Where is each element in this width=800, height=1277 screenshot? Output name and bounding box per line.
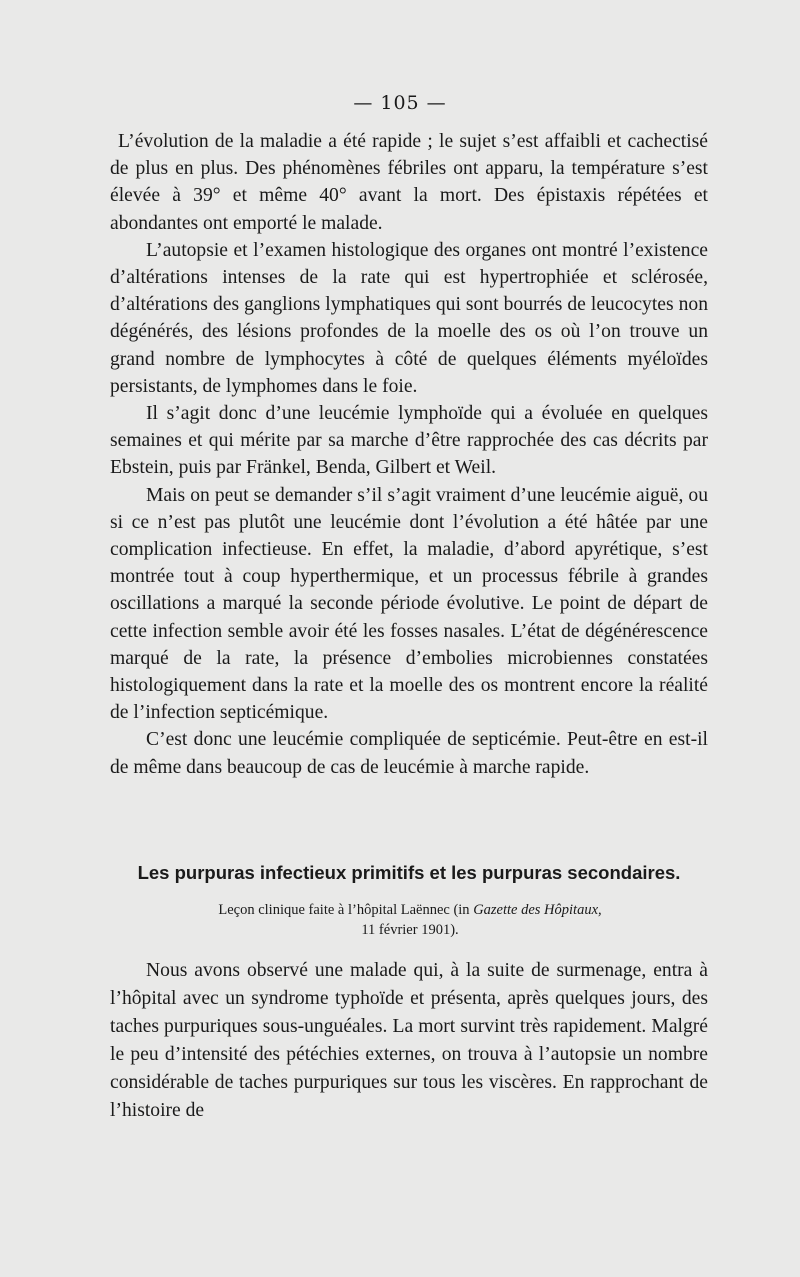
section-subtitle — [140, 900, 680, 940]
section-title: Les purpuras infectieux primitifs et les purpuras secondaires. — [137, 862, 681, 883]
paragraph: L’autopsie et l’examen histologique des organes ont montré l’existence d’altérations intenses de la rate qui est hypertrophiée et sclérosée, d’altérations des ganglions lymphatiques qui sont bourrés de leucocytes non dégénérés, des lésions profondes de la moelle des os où l’on trouve un grand nombre de lymphocytes à côté de quelques éléments myéloïdes persistants, de lymphomes dans le foie. — [110, 239, 708, 397]
paragraph: Il s’agit donc d’une leucémie lymphoïde qui a évoluée en quelques semaines et qui mérite par sa marche d’être rapprochée des cas décrits par Ebstein, puis par Fränkel, Benda, Gilbert et Weil. — [110, 403, 708, 479]
paragraph: C’est donc une leucémie compliquée de septicémie. Peut-être en est-il de même dans beaucoup de cas de leucémie à marche rapide. — [110, 729, 708, 778]
paragraph: Nous avons observé une malade qui, à la suite de surmenage, entra à l’hôpital avec un syndrome typhoïde et présenta, après quelques jours, des taches purpuriques sous-unguéales. La mort survint très rapidement. Malgré le peu d’intensité des pétéchies externes, on trouva à l’autopsie un nombre considérable de taches purpuriques sur tous les viscères. En rapprochant de l’histoire de — [110, 960, 708, 1121]
subtitle-prefix: Leçon clinique faite à l’hôpital Laënnec (in — [218, 902, 474, 918]
paragraph: Mais on peut se demander s’il s’agit vraiment d’une leucémie aiguë, ou si ce n’est pas plutôt une leucémie dont l’évolution a été hâtée par une complication infectieuse. En effet, la maladie, d’abord apyrétique, s’est montrée tout à coup hyperthermique, et un processus fébrile à grandes oscillations a marqué la seconde période évolutive. Le point de départ de cette infection semble avoir été les fosses nasales. L’état de dégénérescence marqué de la rate, la présence d’embolies microbiennes constatées histologiquement dans la rate et la moelle des os montrent encore la réalité de l’infection septicémique. — [110, 484, 708, 724]
main-text — [110, 128, 708, 781]
paragraph: L’évolution de la maladie a été rapide ; le sujet s’est affaibli et cachectisé de plus en plus. Des phénomènes fébriles ont apparu, la température s’est élevée à 39° et même 40° avant la mort. Des épistaxis répétées et abondantes ont emporté le malade. — [110, 131, 708, 234]
subtitle-date: 11 février 1901). — [361, 922, 459, 938]
subtitle-journal: Gazette des Hôpitaux, — [473, 902, 602, 918]
section-text — [110, 957, 708, 1125]
page-number: — 105 — — [353, 92, 447, 114]
